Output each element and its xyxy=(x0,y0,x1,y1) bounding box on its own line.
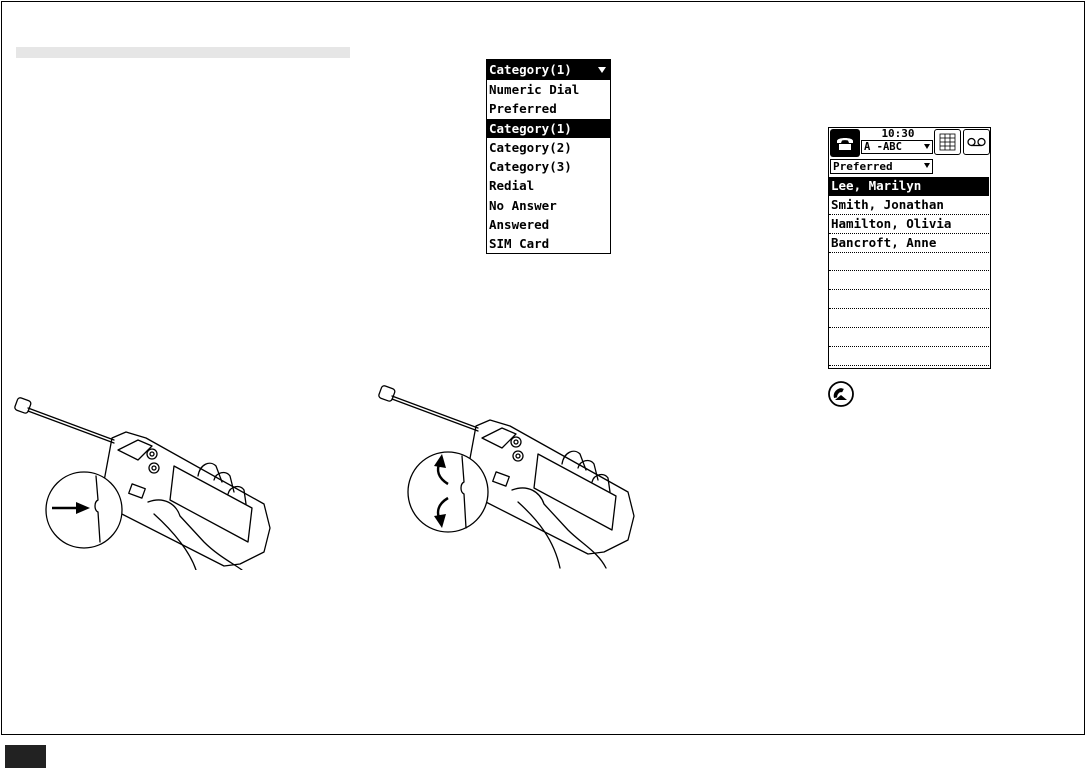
contact-row[interactable] xyxy=(829,253,989,272)
contact-row[interactable]: Smith, Jonathan xyxy=(829,196,989,215)
contact-row[interactable]: Hamilton, Olivia xyxy=(829,215,989,234)
hangup-icon xyxy=(826,380,856,408)
phone-handset-button[interactable] xyxy=(830,129,860,157)
phone-handset-icon xyxy=(830,129,860,157)
phone-screen xyxy=(828,127,991,369)
category-header-label: Category(1) xyxy=(489,62,572,77)
contact-row[interactable] xyxy=(829,328,989,347)
category-dropdown-header[interactable] xyxy=(487,60,610,80)
chevron-down-icon xyxy=(924,144,930,149)
contact-list xyxy=(829,177,989,366)
keypad-icon xyxy=(935,130,960,154)
contact-row[interactable]: Bancroft, Anne xyxy=(829,234,989,253)
contact-row[interactable] xyxy=(829,347,989,366)
phone-rotate-side-key-illustration xyxy=(378,380,648,570)
category-menu-item[interactable]: Preferred xyxy=(489,101,557,117)
category-menu-item[interactable]: Category(1) xyxy=(487,119,610,138)
voicemail-button[interactable] xyxy=(963,129,990,155)
category-menu-item[interactable]: Category(3) xyxy=(489,159,572,175)
contact-row[interactable]: Lee, Marilyn xyxy=(829,177,989,196)
category-menu-item[interactable]: Category(2) xyxy=(489,139,572,155)
category-dropdown[interactable] xyxy=(486,59,611,254)
clock-time: 10:30 xyxy=(881,127,915,140)
category-menu-item[interactable]: Redial xyxy=(489,178,535,194)
category-menu-item[interactable]: No Answer xyxy=(489,197,557,213)
contact-row[interactable] xyxy=(829,290,989,309)
category-select-value: Preferred xyxy=(833,160,893,173)
category-menu-item[interactable]: SIM Card xyxy=(489,236,550,252)
index-select-value: A -ABC xyxy=(864,141,902,153)
section-heading-bar xyxy=(16,47,350,58)
category-menu-item[interactable]: Answered xyxy=(489,217,550,233)
contact-row[interactable] xyxy=(829,309,989,328)
index-select[interactable] xyxy=(861,140,933,154)
voicemail-icon xyxy=(964,130,989,154)
contact-row[interactable] xyxy=(829,271,989,290)
category-select[interactable] xyxy=(830,159,933,174)
category-menu-item[interactable]: Numeric Dial xyxy=(489,82,580,97)
phone-press-side-key-illustration xyxy=(14,392,284,570)
chevron-down-icon xyxy=(924,163,930,168)
page-number-tab xyxy=(5,745,46,768)
keypad-button[interactable] xyxy=(934,129,961,155)
chevron-down-icon xyxy=(598,67,606,73)
